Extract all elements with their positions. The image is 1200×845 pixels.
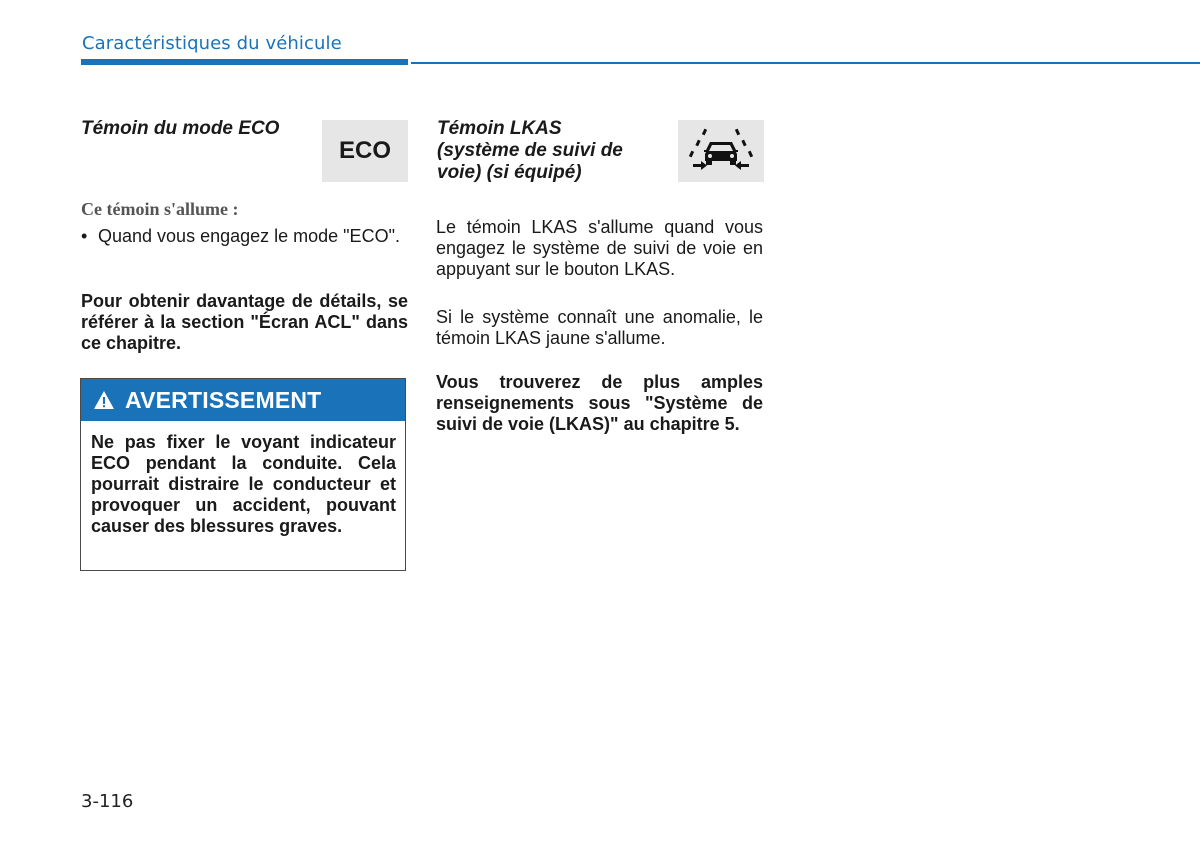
warning-body: Ne pas fixer le voyant indicateur ECO pendant la conduite. Cela pourrait distraire le conducteur et provoquer un accident, pouvant causer des blessures graves.: [91, 432, 396, 536]
lkas-malfunction-note: Si le système connaît une anomalie, le témoin LKAS jaune s'allume.: [436, 307, 763, 348]
header-rule-thick: [81, 59, 408, 65]
lkas-more-info: Vous trouverez de plus amples renseignements sous "Système de suivi de voie (LKAS)" au chapitre 5.: [436, 372, 763, 434]
lkas-title-line-1: Témoin LKAS: [437, 118, 562, 139]
lkas-indicator-title: [437, 118, 672, 184]
section-header-title: Caractéristiques du véhicule: [82, 33, 342, 54]
lkas-indicator-icon: [678, 120, 764, 182]
bullet-icon: •: [81, 226, 88, 246]
lane-keeping-assist-icon: [678, 120, 764, 182]
warning-title: AVERTISSEMENT: [125, 386, 322, 413]
page-number: 3-116: [81, 791, 134, 812]
eco-details-note: Pour obtenir davantage de détails, se référer à la section "Écran ACL" dans ce chapitre.: [81, 291, 408, 353]
eco-icon-label: ECO: [338, 137, 391, 164]
eco-indicator-icon: [322, 120, 408, 182]
bullet-list-item: [81, 226, 408, 247]
light-on-label: Ce témoin s'allume :: [81, 199, 239, 219]
warning-box: [80, 378, 406, 571]
warning-header: [81, 379, 405, 421]
warning-triangle-icon: [93, 390, 115, 410]
lkas-title-line-2: (système de suivi de: [437, 140, 623, 161]
bullet-text: Quand vous engagez le mode "ECO".: [98, 226, 400, 246]
eco-indicator-title: Témoin du mode ECO: [81, 118, 280, 139]
lkas-title-line-3: voie) (si équipé): [437, 162, 582, 183]
lkas-description: Le témoin LKAS s'allume quand vous engagez le système de suivi de voie en appuyant sur le bouton LKAS.: [436, 217, 763, 279]
header-rule-thin: [411, 62, 1200, 64]
